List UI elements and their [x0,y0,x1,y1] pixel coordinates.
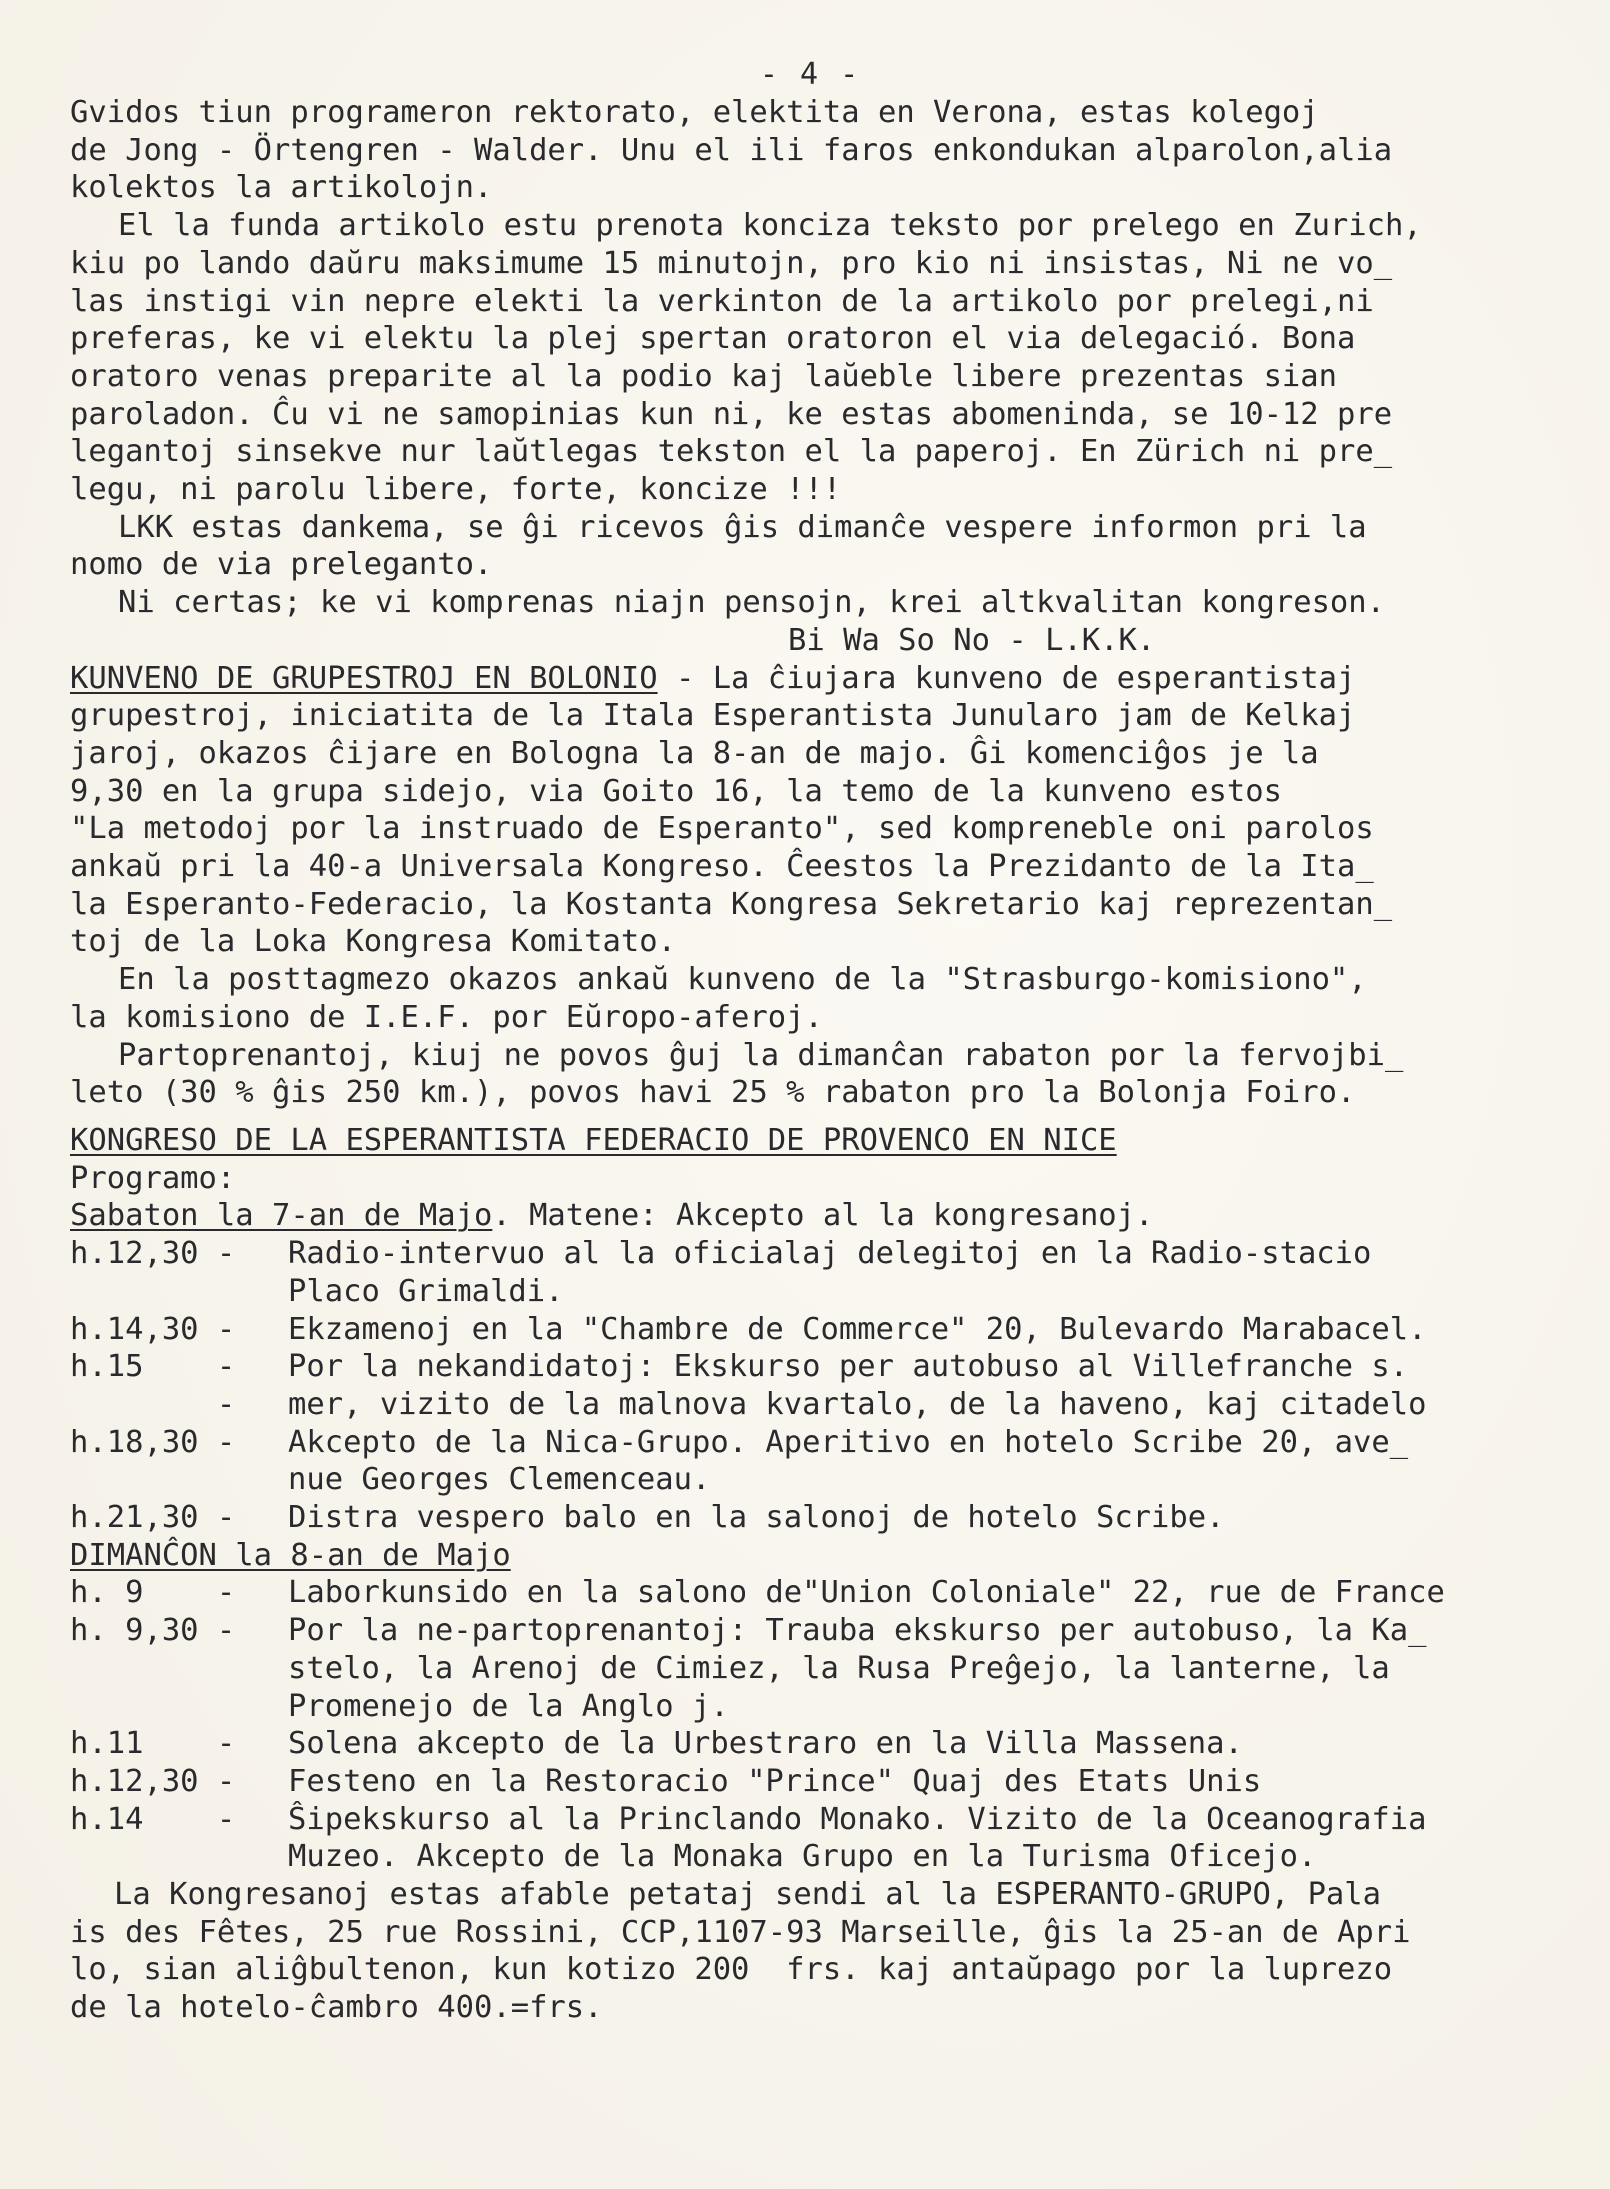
program-desc: Distra vespero balo en la salonoj de hotelo Scribe. [288,1500,1225,1536]
text-line: legu, ni parolu libere, forte, koncize !!! [70,472,842,508]
page-number: - 4 - [759,57,861,92]
program-desc: Ekzamenoj en la "Chambre de Commerce" 20, Bulevardo Marabacel. [288,1311,1427,1347]
text-line: lo, sian aliĝbultenon, kun kotizo 200 frs. kaj antaŭpago por la luprezo [70,1952,1393,1988]
program-label: Programo: [70,1160,236,1196]
day2-label: DIMANĈON la 8-an de Majo [70,1537,511,1573]
section-lead-text: - La ĉiujara kunveno de esperantistaj [657,660,1356,696]
day-heading [70,1197,1550,1235]
program-desc: Solena akcepto de la Urbestraro en la Villa Massena. [288,1726,1243,1762]
text-line: ankaŭ pri la 40-a Universala Kongreso. Ĉeestos la Prezidanto de la Ita_ [70,849,1374,885]
text-line: grupestroj, iniciatita de la Itala Esperantista Junularo jam de Kelkaj [70,698,1356,734]
prelego-paragraph [70,207,1550,509]
program-item [70,1763,1550,1801]
text-line: de la hotelo-ĉambro 400.=frs. [70,1990,603,2026]
program-time: h. 9,30 - [70,1613,236,1649]
program-item [70,1424,1550,1462]
text-line: En la posttagmezo okazos ankaŭ kunveno de la "Strasburgo-komisiono", [118,962,1367,998]
text-line: oratoro venas preparite al la podio kaj laŭeble libere prezentas sian [70,358,1338,394]
program-desc: Radio-intervuo al la oficialaj delegitoj en la Radio-stacio [288,1236,1372,1272]
program-time: h.14,30 - [70,1311,236,1347]
text-line: Partoprenantoj, kiuj ne povos ĝuj la dimanĉan rabaton por la fervojbi_ [118,1037,1404,1073]
text-line: Gvidos tiun programeron rektorato, elektita en Verona, estas kolegoj [70,95,1319,130]
text-line: preferas, ke vi elektu la plej spertan oratoron el via delegació. Bona [70,321,1356,357]
program-item [70,1235,1550,1273]
program-time: - [70,1386,236,1422]
program-time: h.12,30 - [70,1236,236,1272]
text-line: paroladon. Ĉu vi ne samopinias kun ni, ke estas abomeninda, se 10-12 pre [70,396,1393,432]
program-desc: mer, vizito de la malnova kvartalo, de la haveno, kaj citadelo [288,1386,1427,1422]
day1-label: Sabaton la 7-an de Majo [70,1198,493,1234]
text-line: la Esperanto-Federacio, la Kostanta Kongresa Sekretario kaj reprezentan_ [70,886,1393,922]
section-heading: KUNVENO DE GRUPESTROJ EN BOLONIO [70,660,658,696]
section-heading: KONGRESO DE LA ESPERANTISTA FEDERACIO DE PROVENCO EN NICE [70,1122,1117,1158]
program-desc: Ŝipekskurso al la Princlando Monako. Vizito de la Oceanografia [288,1801,1427,1837]
program-item [70,1801,1550,1839]
program-time: h.12,30 - [70,1763,236,1799]
text-line: jaroj, okazos ĉijare en Bologna la 8-an de majo. Ĝi komenciĝos je la [70,735,1319,771]
text-line: la komisiono de I.E.F. por Eŭropo-aferoj. [70,999,823,1035]
program-desc-cont: nue Georges Clemenceau. [288,1462,711,1498]
program-item [70,1612,1550,1650]
text-line: is des Fêtes, 25 rue Rossini, CCP,1107-93 Marseille, ĝis la 25-an de Apri [70,1914,1411,1950]
program-time: h.15 - [70,1349,236,1385]
text-line: toj de la Loka Kongresa Komitato. [70,924,676,960]
program-time: h.18,30 - [70,1424,236,1460]
program-desc-cont: stelo, la Arenoj de Cimiez, la Rusa Preĝejo, la lanterne, la [288,1650,1390,1686]
program-desc: Laborkunsido en la salono de"Union Coloniale" 22, rue de France [288,1575,1445,1611]
program-desc-cont: Muzeo. Akcepto de la Monaka Grupo en la Turisma Oficejo. [288,1839,1317,1875]
text-line: kiu po lando daŭru maksimume 15 minutojn, pro kio ni insistas, Ni ne vo_ [70,245,1393,281]
section-nice [70,1122,1550,2027]
day1-rest: . Matene: Akcepto al la kongresanoj. [492,1198,1154,1234]
text-line: las instigi vin nepre elekti la verkinton de la artikolo por prelegi,ni [70,283,1374,319]
program-desc-cont: Placo Grimaldi. [288,1273,564,1309]
text-line: El la funda artikolo estu prenota konciza teksto por prelego en Zurich, [118,208,1422,244]
program-desc: Por la nekandidatoj: Ekskurso per autobuso al Villefranche s. [288,1349,1409,1385]
program-time: h.11 - [70,1726,236,1762]
program-time: h. 9 - [70,1575,236,1611]
text-line: leto (30 % ĝis 250 km.), povos havi 25 % rabaton pro la Bolonja Foiro. [70,1075,1356,1111]
text-line: de Jong - Örtengren - Walder. Unu el ili faros enkondukan alparolon,alia [70,132,1393,168]
text-line: LKK estas dankema, se ĝi ricevos ĝis dimanĉe vespere informon pri la [118,509,1367,545]
text-line: La Kongresanoj estas afable petataj sendi al la ESPERANTO-GRUPO, Pala [114,1877,1382,1913]
program-desc: Festeno en la Restoracio "Prince" Quaj des Etats Unis [288,1763,1262,1799]
program-item [70,1574,1550,1612]
intro-paragraph [70,94,1550,207]
text-line: Ni certas; ke vi komprenas niajn pensojn, krei altkvalitan kongreson. [118,585,1386,621]
text-line: legantoj sinsekve nur laŭtlegas tekston el la paperoj. En Zürich ni pre_ [70,434,1393,470]
text-line: "La metodoj por la instruado de Esperanto", sed kompreneble oni parolos [70,811,1374,847]
section-lead-line [70,660,1550,698]
program-time: h.21,30 - [70,1500,236,1536]
section-bolonio [70,660,1550,1112]
program-item [70,1725,1550,1763]
program-item [70,1386,1550,1424]
program-item [70,1348,1550,1386]
program-time: h.14 - [70,1801,236,1837]
text-line: 9,30 en la grupa sidejo, via Goito 16, la temo de la kunveno estos [70,773,1282,809]
text-line: nomo de via preleganto. [70,547,493,583]
program-desc: Akcepto de la Nica-Grupo. Aperitivo en hotelo Scribe 20, ave_ [288,1424,1409,1460]
program-desc-cont: Promenejo de la Anglo j. [288,1688,729,1724]
lkk-paragraph [70,509,1550,584]
program-item [70,1499,1550,1537]
program-desc: Por la ne-partoprenantoj: Trauba ekskurso per autobuso, la Ka_ [288,1613,1427,1649]
program-item [70,1311,1550,1349]
text-line: kolektos la artikolojn. [70,170,493,206]
signature: Bi Wa So No - L.K.K. [788,622,1156,658]
